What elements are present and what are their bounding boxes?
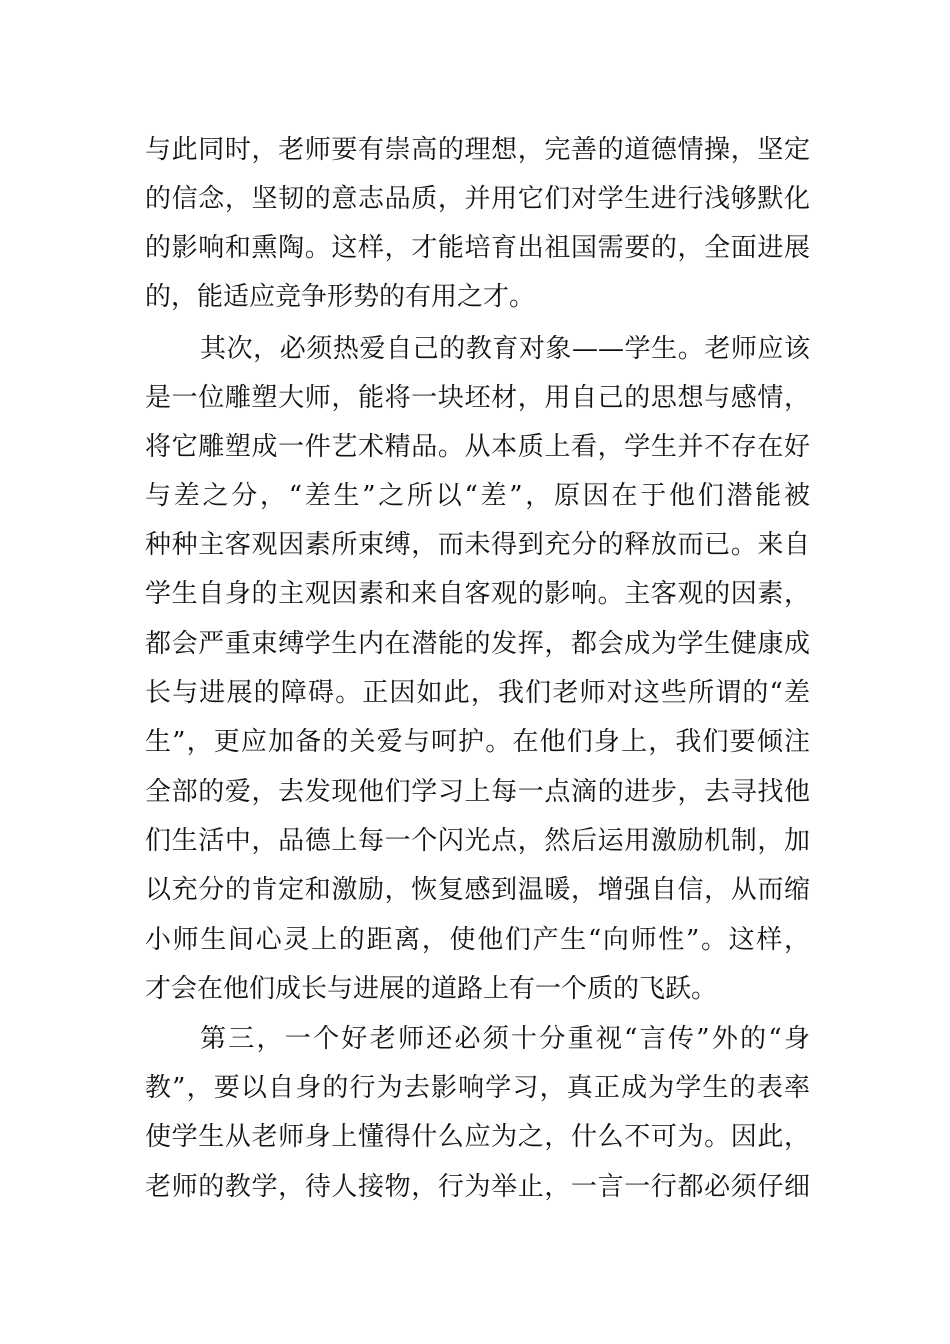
text-line: 全部的爱，去发现他们学习上每一点滴的进步，去寻找他: [145, 777, 810, 807]
text-line: 将它雕塑成一件艺术精品。从本质上看，学生并不存在好: [145, 432, 810, 462]
text-line: 教”，要以自身的行为去影响学习，真正成为学生的表率: [145, 1073, 810, 1103]
text-line: 与差之分，“差生”之所以“差”，原因在于他们潜能被: [145, 481, 810, 511]
text-line: 种种主客观因素所束缚，而未得到充分的释放而已。来自: [145, 530, 810, 560]
text-line: 使学生从老师身上懂得什么应为之，什么不可为。因此，: [145, 1122, 810, 1152]
text-line: 都会严重束缚学生内在潜能的发挥，都会成为学生健康成: [145, 629, 810, 659]
text-line: 与此同时，老师要有崇高的理想，完善的道德情操，坚定: [145, 135, 810, 165]
text-line: 小师生间心灵上的距离，使他们产生“向师性”。这样，: [145, 925, 810, 955]
text-line: 长与进展的障碍。正因如此，我们老师对这些所谓的“差: [145, 678, 810, 708]
text-line: 第三，一个好老师还必须十分重视“言传”外的“身: [200, 1024, 810, 1054]
text-line: 的信念，坚韧的意志品质，并用它们对学生进行浅够默化: [145, 184, 810, 214]
text-line: 其次，必须热爱自己的教育对象——学生。老师应该: [200, 334, 810, 364]
text-line: 的影响和熏陶。这样，才能培育出祖国需要的，全面进展: [145, 233, 810, 263]
text-line: 生”，更应加备的关爱与呵护。在他们身上，我们要倾注: [145, 727, 810, 757]
text-line: 学生自身的主观因素和来自客观的影响。主客观的因素，: [145, 579, 810, 609]
text-line: 们生活中，品德上每一个闪光点，然后运用激励机制，加: [145, 826, 810, 856]
text-line: 老师的教学，待人接物，行为举止，一言一行都必须仔细: [145, 1172, 810, 1202]
text-line: 以充分的肯定和激励，恢复感到温暖，增强自信，从而缩: [145, 875, 810, 905]
text-line: 的，能适应竞争形势的有用之才。: [145, 282, 536, 312]
text-line: 是一位雕塑大师，能将一块坯材，用自己的思想与感情，: [145, 383, 810, 413]
text-line: 才会在他们成长与进展的道路上有一个质的飞跃。: [145, 974, 718, 1004]
